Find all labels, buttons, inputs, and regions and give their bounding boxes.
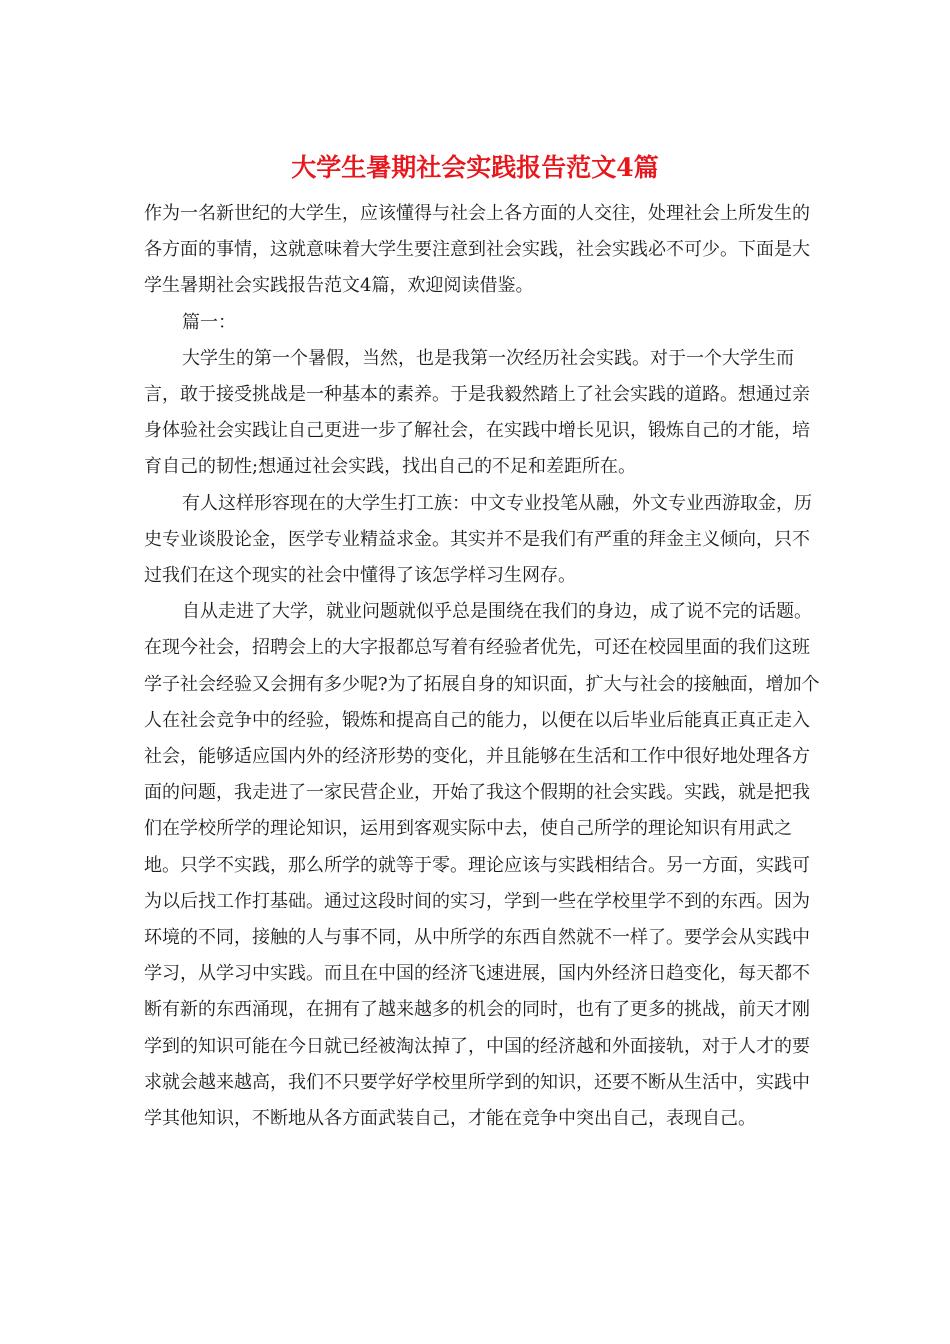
body-paragraph: 大学生的第一个暑假，当然，也是我第一次经历社会实践。对于一个大学生而言，敢于接受挑战是一种基本的素养。于是我毅然踏上了社会实践的道路。想通过亲身体验社会实践让自己更进一步了解社会，在实践中增长见识，锻炼自己的才能，培育自己的韧性;想通过社会实践，找出自己的不足和差距所在。	[144, 347, 810, 478]
document-body	[144, 196, 820, 1137]
intro-paragraph: 作为一名新世纪的大学生，应该懂得与社会上各方面的人交往，处理社会上所发生的各方面的事情，这就意味着大学生要注意到社会实践，社会实践必不可少。下面是大学生暑期社会实践报告范文4篇，欢迎阅读借鉴。	[144, 203, 810, 297]
body-paragraph: 自从走进了大学，就业问题就似乎总是围绕在我们的身边，成了说不完的话题。在现今社会，招聘会上的大字报都总写着有经验者优先，可还在校园里面的我们这班学子社会经验又会拥有多少呢?为了拓展自身的知识面，扩大与社会的接触面，增加个人在社会竞争中的经验，锻炼和提高自己的能力，以便在以后毕业后能真正真正走入社会，能够适应国内外的经济形势的变化，并且能够在生活和工作中很好地处理各方面的问题，我走进了一家民营企业，开始了我这个假期的社会实践。实践，就是把我们在学校所学的理论知识，运用到客观实际中去，使自己所学的理论知识有用武之地。只学不实践，那么所学的就等于零。理论应该与实践相结合。另一方面，实践可为以后找工作打基础。通过这段时间的实习，学到一些在学校里学不到的东西。因为环境的不同，接触的人与事不同，从中所学的东西自然就不一样了。要学会从实践中学习，从学习中实践。而且在中国的经济飞速进展，国内外经济日趋变化，每天都不断有新的东西涌现，在拥有了越来越多的机会的同时，也有了更多的挑战，前天才刚学到的知识可能在今日就已经被淘汰掉了，中国的经济越和外面接轨，对于人才的要求就会越来越高，我们不只要学好学校里所学到的知识，还要不断从生活中，实践中学其他知识，不断地从各方面武装自己，才能在竞争中突出自己，表现自己。	[144, 601, 820, 1130]
section-heading-part-one: 篇一：	[182, 311, 236, 333]
body-paragraph: 有人这样形容现在的大学生打工族：中文专业投笔从融，外文专业西游取金，历史专业谈股论金，医学专业精益求金。其实并不是我们有严重的拜金主义倾向，只不过我们在这个现实的社会中懂得了该怎学样习生网存。	[144, 492, 812, 587]
document-title: 大学生暑期社会实践报告范文4篇	[291, 153, 659, 182]
